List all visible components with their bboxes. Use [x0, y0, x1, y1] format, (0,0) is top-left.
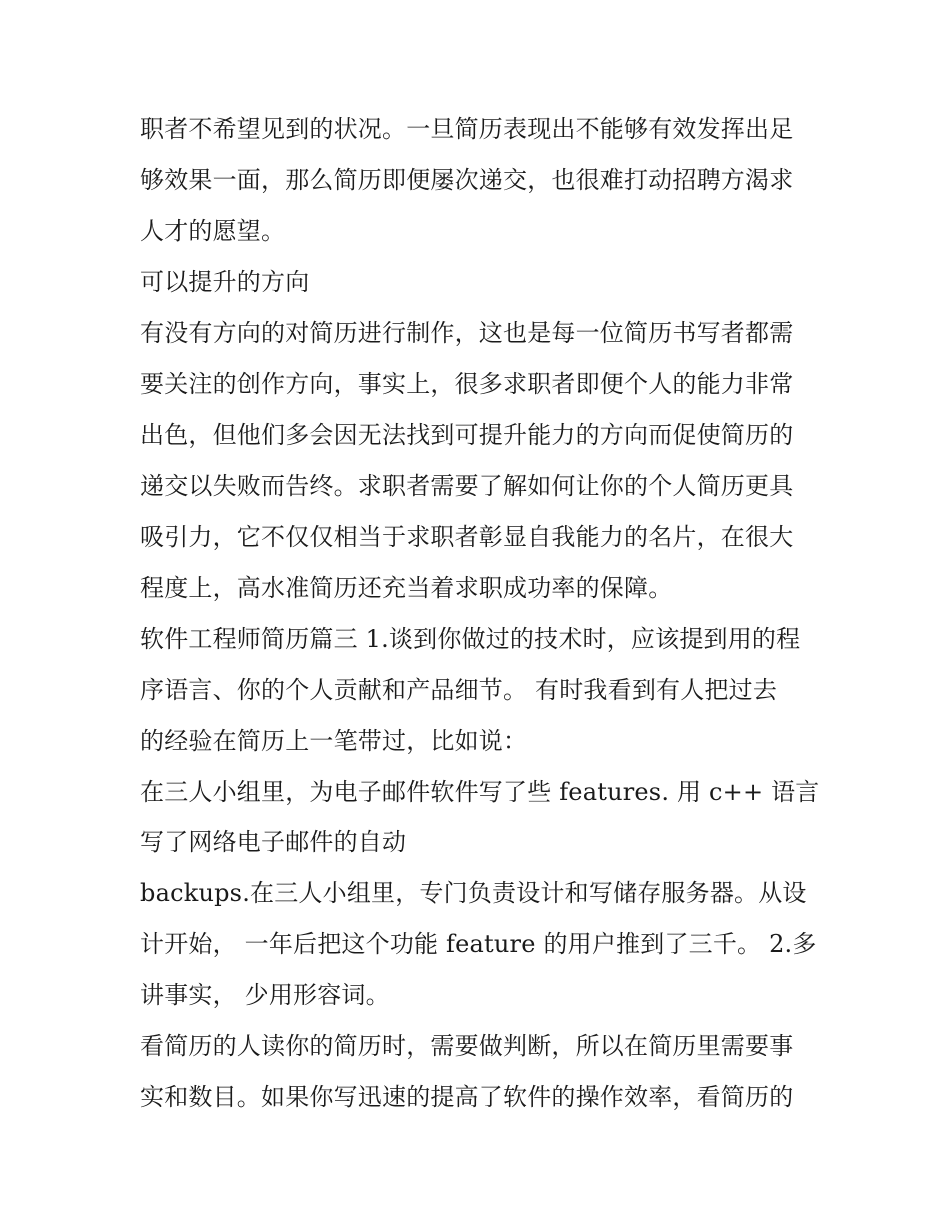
text-line: backups.在三人小组里，专门负责设计和写储存服务器。从设 [140, 879, 807, 907]
text-line: 出色，但他们多会因无法找到可提升能力的方向而促使简历的 [140, 421, 794, 449]
text-line: 够效果一面，那么简历即便屡次递交，也很难打动招聘方渴求 [140, 166, 794, 194]
text-line: 在三人小组里，为电子邮件软件写了些 features. 用 c++ 语言 [140, 778, 820, 806]
text-line: 人才的愿望。 [140, 217, 286, 245]
text-line: 软件工程师简历篇三 1.谈到你做过的技术时，应该提到用的程 [140, 625, 801, 653]
section-heading: 可以提升的方向 [140, 268, 310, 296]
text-line: 写了网络电子邮件的自动 [140, 828, 407, 856]
text-line: 吸引力，它不仅仅相当于求职者彰显自我能力的名片，在很大 [140, 523, 794, 551]
text-line: 程度上，高水准简历还充当着求职成功率的保障。 [140, 574, 673, 602]
text-line: 序语言、你的个人贡献和产品细节。 有时我看到有人把过去 [140, 676, 778, 704]
text-line: 职者不希望见到的状况。一旦简历表现出不能够有效发挥出足 [140, 115, 794, 143]
text-line: 计开始， 一年后把这个功能 feature 的用户推到了三千。 2.多 [140, 930, 817, 958]
text-line: 要关注的创作方向，事实上，很多求职者即便个人的能力非常 [140, 370, 794, 398]
text-line: 看简历的人读你的简历时，需要做判断，所以在简历里需要事 [140, 1032, 794, 1060]
text-line: 的经验在简历上一笔带过，比如说： [140, 727, 528, 755]
text-line: 实和数目。如果你写迅速的提高了软件的操作效率，看简历的 [140, 1083, 794, 1111]
text-line: 讲事实， 少用形容词。 [140, 981, 390, 1009]
text-line: 递交以失败而告终。求职者需要了解如何让你的个人简历更具 [140, 472, 794, 500]
text-line: 有没有方向的对简历进行制作，这也是每一位简历书写者都需 [140, 319, 794, 347]
